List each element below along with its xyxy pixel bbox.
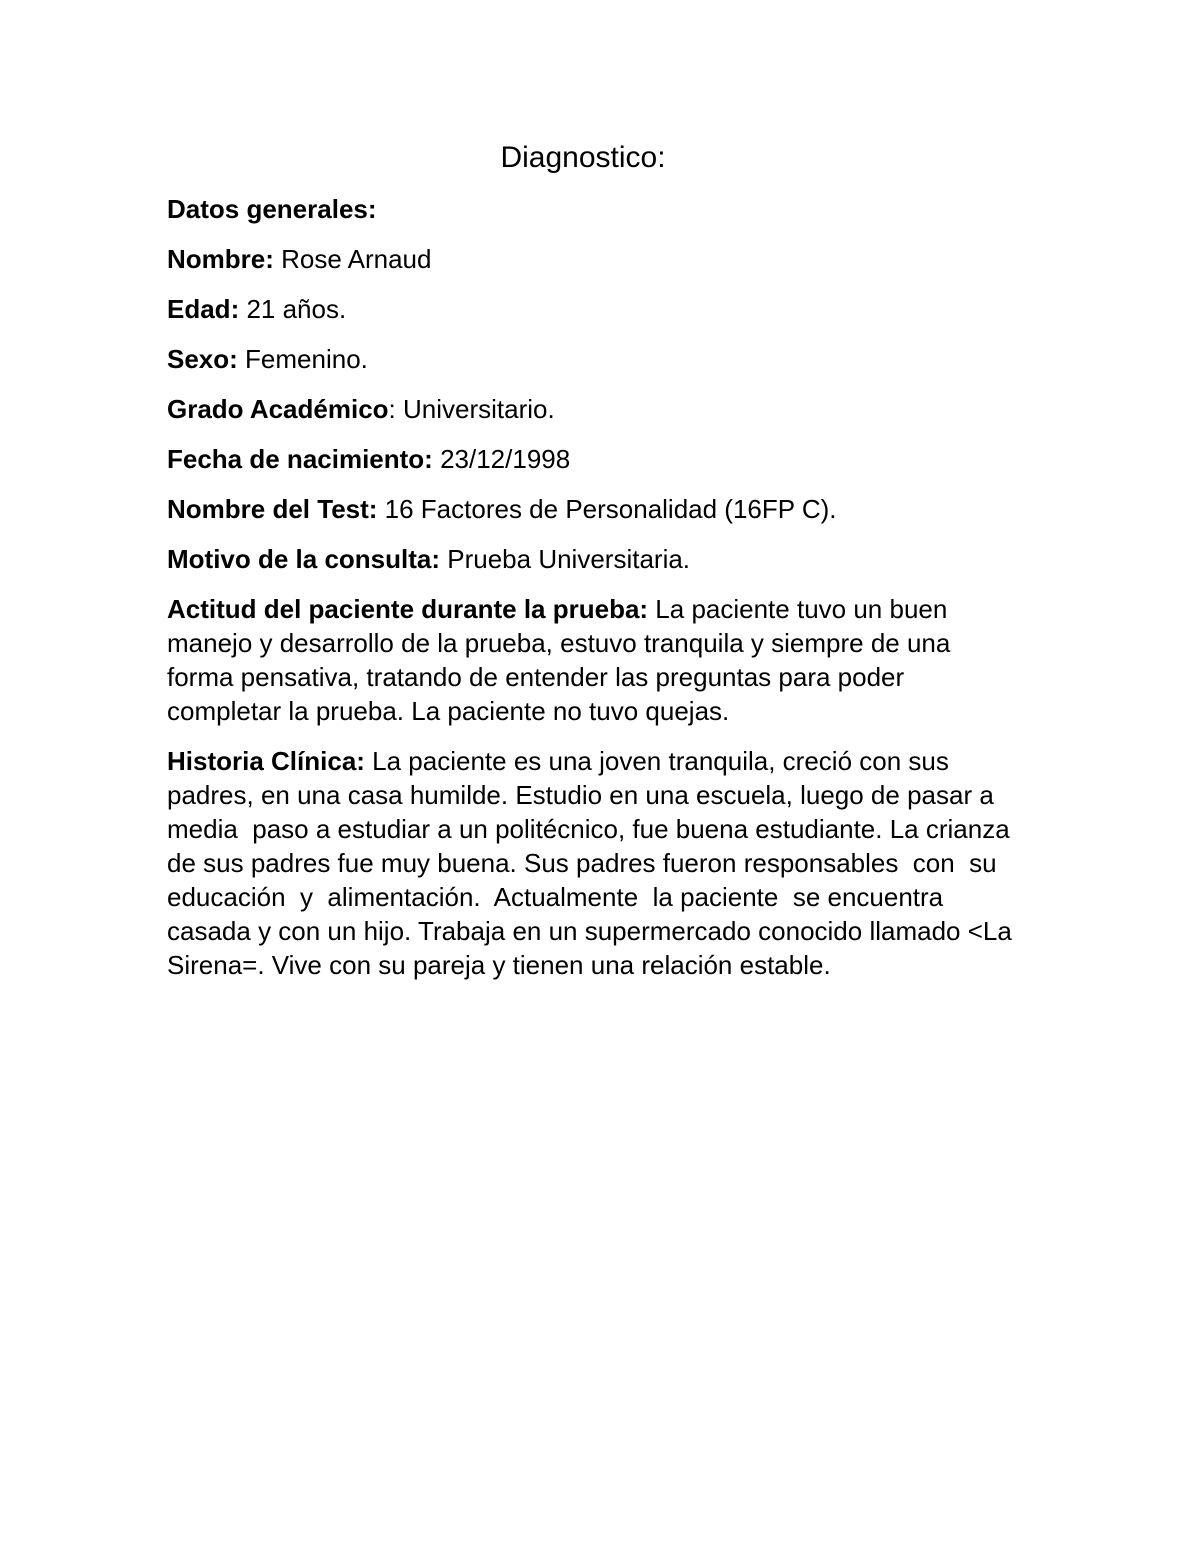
field-value: Femenino. bbox=[237, 344, 368, 374]
field-motivo-consulta bbox=[167, 542, 1027, 576]
historia-paragraph bbox=[167, 744, 1022, 982]
field-nombre bbox=[167, 242, 1027, 276]
field-label: Grado Académico bbox=[167, 394, 389, 424]
field-edad bbox=[167, 292, 1027, 326]
actitud-text: La paciente tuvo un buen manejo y desarrollo de la prueba, estuvo tranquila y siempre de una forma pensativa, tratando de entender las preguntas para poder completar la prueba. La paciente no tuvo quejas. bbox=[167, 594, 951, 726]
field-fecha-nacimiento bbox=[167, 442, 1027, 476]
field-label: Nombre: bbox=[167, 244, 274, 274]
field-value: 21 años. bbox=[239, 294, 347, 324]
document-title: Diagnostico: bbox=[500, 141, 666, 174]
field-value: : Universitario. bbox=[388, 394, 555, 424]
document-page bbox=[167, 140, 1027, 998]
field-sexo bbox=[167, 342, 1027, 376]
field-value: Rose Arnaud bbox=[273, 244, 432, 274]
field-value: Prueba Universitaria. bbox=[440, 544, 691, 574]
field-value: 23/12/1998 bbox=[432, 444, 571, 474]
field-label: Nombre del Test: bbox=[167, 494, 378, 524]
actitud-label: Actitud del paciente durante la prueba: bbox=[167, 594, 649, 624]
historia-label: Historia Clínica: bbox=[167, 746, 365, 776]
field-label: Fecha de nacimiento: bbox=[167, 444, 433, 474]
section-heading bbox=[167, 192, 1027, 226]
actitud-paragraph bbox=[167, 592, 997, 728]
field-label: Motivo de la consulta: bbox=[167, 544, 441, 574]
field-nombre-test bbox=[167, 492, 1027, 526]
field-label: Sexo: bbox=[167, 344, 238, 374]
field-grado-academico bbox=[167, 392, 1027, 426]
field-label: Edad: bbox=[167, 294, 240, 324]
section-heading-label: Datos generales: bbox=[167, 194, 377, 224]
historia-text: La paciente es una joven tranquila, creció con sus padres, en una casa humilde. Estudio en una escuela, luego de pasar a media paso a estudiar a un politécnico, fue buena estudiante. La crianza de sus padres fue muy buena. Sus padres fueron responsables con su educación y alimentación. Actualmente la paciente se encuentra casada y con un hijo. Trabaja en un supermercado conocido llamado <La Sirena=. Vive con su pareja y tienen una relación estable. bbox=[167, 746, 1020, 980]
field-value: 16 Factores de Personalidad (16FP C). bbox=[377, 494, 837, 524]
